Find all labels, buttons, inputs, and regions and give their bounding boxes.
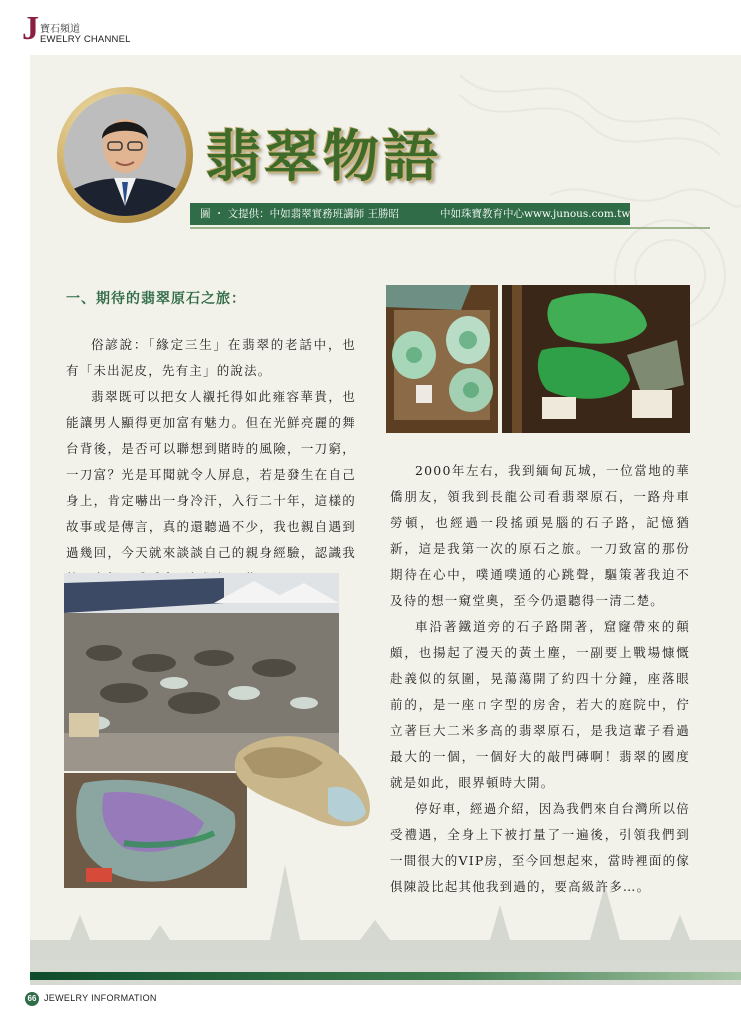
page-number: 66 [25, 992, 39, 1006]
channel-name-zh: 寶石頻道 [40, 24, 80, 35]
channel-name-en: EWELRY CHANNEL [40, 34, 131, 45]
article-title: 翡翠物語 [205, 124, 441, 190]
paragraph: 車沿著鐵道旁的石子路開著，窟窿帶來的顛頗，也揚起了漫天的黃土塵，一副要上戰場慷慨赴義似的氛圍，晃蕩蕩開了約四十分鐘，座落眼前的，是一座ㄇ字型的房舍，若大的庭院中，佇立著巨大二米多高的翡翠原石，是我這輩子看過最大的一個，一個好大的敲門磚啊！翡翠的國度就是如此，眼界頓時大開。 [390, 619, 690, 790]
left-column-text [66, 332, 356, 592]
paragraph: 翡翠既可以把女人襯托得如此雍容華貴，也能讓男人顯得更加富有魅力。但在光鮮亮麗的舞台背後，是否可以聯想到賭時的風險，一刀窮，一刀富？光是耳聞就令人屏息，若是發生在自己身上，肯定嚇出一身冷汗，入行二十年，這樣的故事或是傳言，真的還聽過不少，我也親自遇到過幾回，今天就來談談自己的親身經驗，認識我 [66, 389, 356, 560]
website-credit: 中如珠寶教育中心www.junous.com.tw [440, 208, 631, 220]
channel-logo-initial: J [22, 10, 39, 47]
right-column-text [390, 458, 690, 900]
lavender-jade-boulder-photo [64, 773, 247, 888]
jade-slices-tray-photo [386, 285, 498, 433]
footer-publication-label: JEWELRY INFORMATION [44, 993, 157, 1003]
author-credit: 圖 ・ 文提供：中如翡翠實務班講師 王勝昭 [200, 208, 400, 220]
author-portrait [64, 94, 186, 216]
paragraph: 俗諺說：「緣定三生」在翡翠的老話中，也有「未出泥皮，先有主」的說法。 [66, 337, 356, 378]
channel-header [22, 10, 182, 48]
section-heading: 一、期待的翡翠原石之旅： [66, 291, 246, 307]
footer-gradient-bar [30, 972, 741, 980]
paragraph: 2000年左右，我到緬甸瓦城，一位當地的華僑朋友，領我到長龍公司看翡翠原石，一路舟車勞頓，也經過一段搖頭晃腦的石子路，記憶猶新，這是我第一次的原石之旅。一刀致富的那份期待在心中，噗通噗通的心跳聲，驅策著我迫不及待的想一窺堂奧，至今仍還聽得一清二楚。 [390, 463, 690, 608]
title-divider [190, 227, 710, 229]
rough-jade-stone-photo [228, 728, 378, 833]
author-portrait-illustration [64, 94, 186, 216]
paragraph: 停好車，經過介紹，因為我們來自台灣所以倍受禮遇，全身上下被打量了一遍後，引領我們到一間很大的VIP房，至今回想起來，當時裡面的傢俱陳設比起其他我到過的，要高級許多…。 [390, 801, 690, 894]
green-jade-slabs-photo [502, 285, 690, 433]
